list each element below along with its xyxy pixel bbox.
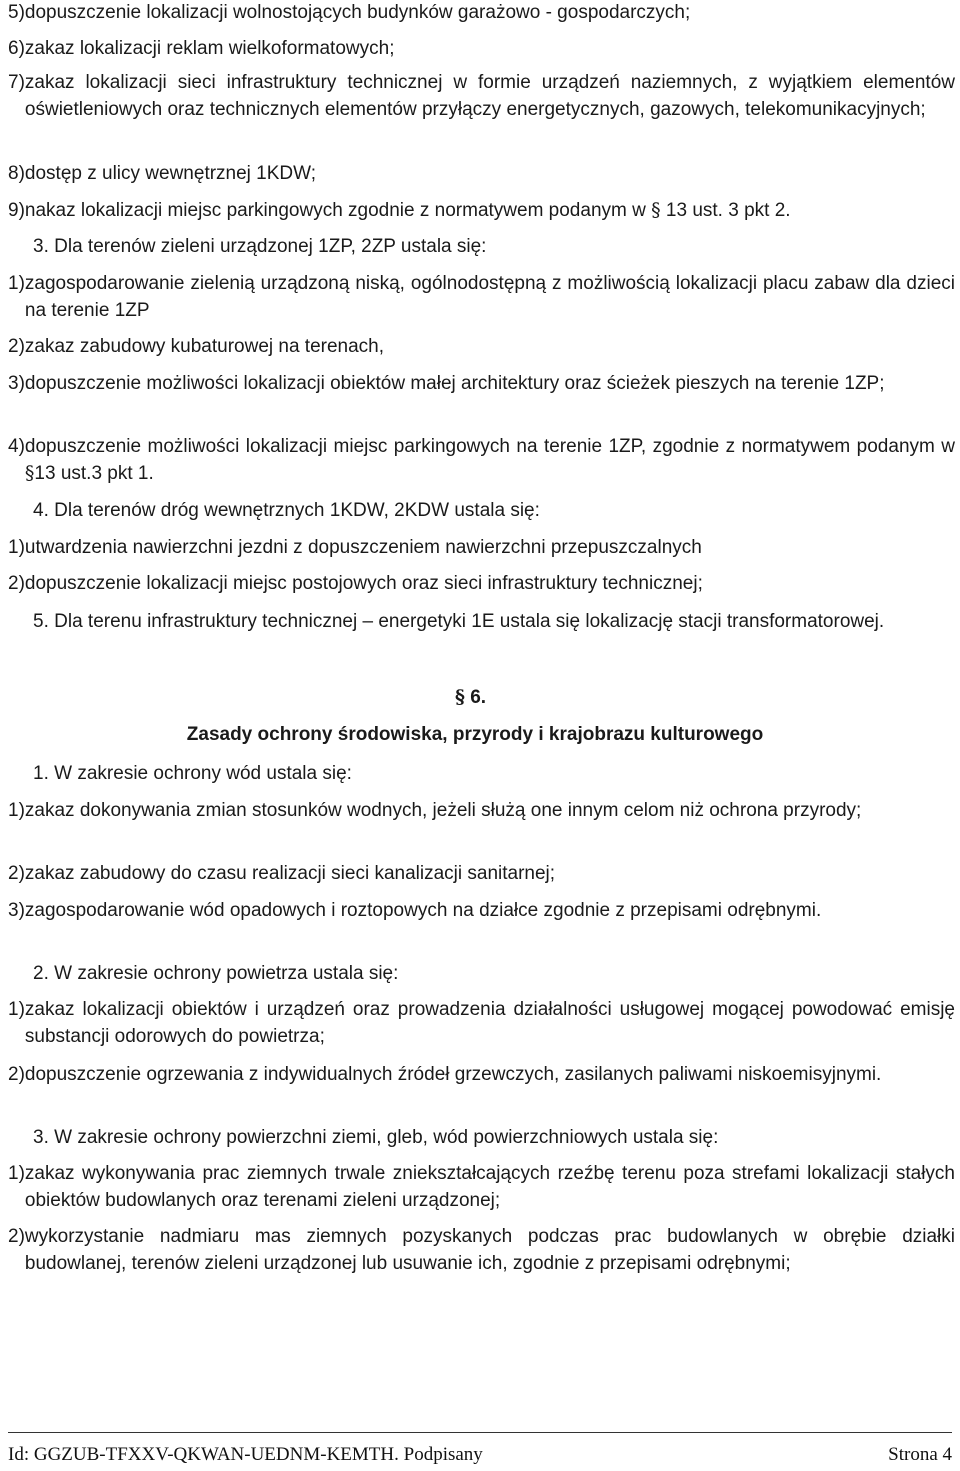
list-item: 3) dopuszczenie możliwości lokalizacji obiektów małej architektury oraz ścieżek pieszych na terenie 1ZP;: [8, 373, 885, 394]
chapter-number: § 6.: [455, 686, 487, 708]
list-item: 1) zakaz dokonywania zmian stosunków wodnych, jeżeli służą one innym celom niż ochrona przyrody;: [8, 800, 862, 821]
list-item: 7) zakaz lokalizacji sieci infrastruktury technicznej w formie urządzeń naziemnych, z wyjątkiem elementów oświetleniowych oraz technicznych elementów przyłączy energetycznych, gazowych, telekomunikacyjnych;: [8, 72, 955, 120]
list-item: 3) zagospodarowanie wód opadowych i roztopowych na działce zgodnie z przepisami odrębnymi.: [8, 900, 822, 921]
list-item: 1) utwardzenia nawierzchni jezdni z dopuszczeniem nawierzchni przepuszczalnych: [8, 537, 702, 558]
list-item: 2) dopuszczenie lokalizacji miejsc postojowych oraz sieci infrastruktury technicznej;: [8, 573, 703, 594]
section-sign: §: [651, 199, 661, 221]
page-number: Strona 4: [888, 1444, 952, 1465]
list-item: 4) dopuszczenie możliwości lokalizacji miejsc parkingowych na terenie 1ZP, zgodnie z normatywem podanym w §13 ust.3 pkt 1.: [8, 436, 955, 484]
list-item: 2) zakaz zabudowy kubaturowej na terenach,: [8, 336, 385, 357]
list-item: 2) dopuszczenie ogrzewania z indywidualnych źródeł grzewczych, zasilanych paliwami niskoemisyjnymi.: [8, 1064, 882, 1085]
section-paragraph: 1. W zakresie ochrony wód ustala się:: [33, 763, 352, 784]
section-paragraph: 4. Dla terenów dróg wewnętrznych 1KDW, 2KDW ustala się:: [33, 500, 540, 521]
page-footer: [8, 1444, 952, 1466]
section-sign: §: [24, 462, 35, 484]
chapter-title: Zasady ochrony środowiska, przyrody i krajobrazu kulturowego: [186, 724, 764, 745]
document-id: Id: GGZUB-TFXXV-QKWAN-UEDNM-KEMTH. Podpisany: [8, 1444, 483, 1465]
section-paragraph: 5. Dla terenu infrastruktury technicznej – energetyki 1E ustala się lokalizację stacji transformatorowej.: [33, 611, 885, 632]
list-item: 1) zakaz lokalizacji obiektów i urządzeń oraz prowadzenia działalności usługowej mogącej powodować emisję substancji odorowych do powietrza;: [8, 999, 955, 1047]
section-paragraph: 2. W zakresie ochrony powietrza ustala się:: [33, 963, 399, 984]
section-paragraph: 3. Dla terenów zieleni urządzonej 1ZP, 2ZP ustala się:: [33, 236, 487, 257]
list-item: 6) zakaz lokalizacji reklam wielkoformatowych;: [8, 38, 395, 59]
list-item: 5) dopuszczenie lokalizacji wolnostojących budynków garażowo - gospodarczych;: [8, 2, 691, 23]
section-sign: §: [455, 686, 465, 708]
list-item: 1) zakaz wykonywania prac ziemnych trwale zniekształcających rzeźbę terenu poza strefami lokalizacji stałych obiektów budowlanych oraz terenami zieleni urządzonej;: [8, 1163, 955, 1211]
list-item: 9) nakaz lokalizacji miejsc parkingowych zgodnie z normatywem podanym w § 13 ust. 3 pkt 2.: [8, 199, 791, 221]
list-item: 1) zagospodarowanie zielenią urządzoną niską, ogólnodostępną z możliwością lokalizacji placu zabaw dla dzieci na terenie 1ZP: [8, 273, 955, 321]
list-item: 2) wykorzystanie nadmiaru mas ziemnych pozyskanych podczas prac budowlanych w obrębie działki budowlanej, terenów zieleni urządzonej lub usuwanie ich, zgodnie z przepisami odrębnymi;: [8, 1226, 955, 1274]
section-paragraph: 3. W zakresie ochrony powierzchni ziemi, gleb, wód powierzchniowych ustala się:: [33, 1127, 719, 1148]
footer-divider: [8, 1432, 952, 1433]
list-item: 8) dostęp z ulicy wewnętrznej 1KDW;: [8, 163, 317, 184]
list-item: 2) zakaz zabudowy do czasu realizacji sieci kanalizacji sanitarnej;: [8, 863, 556, 884]
